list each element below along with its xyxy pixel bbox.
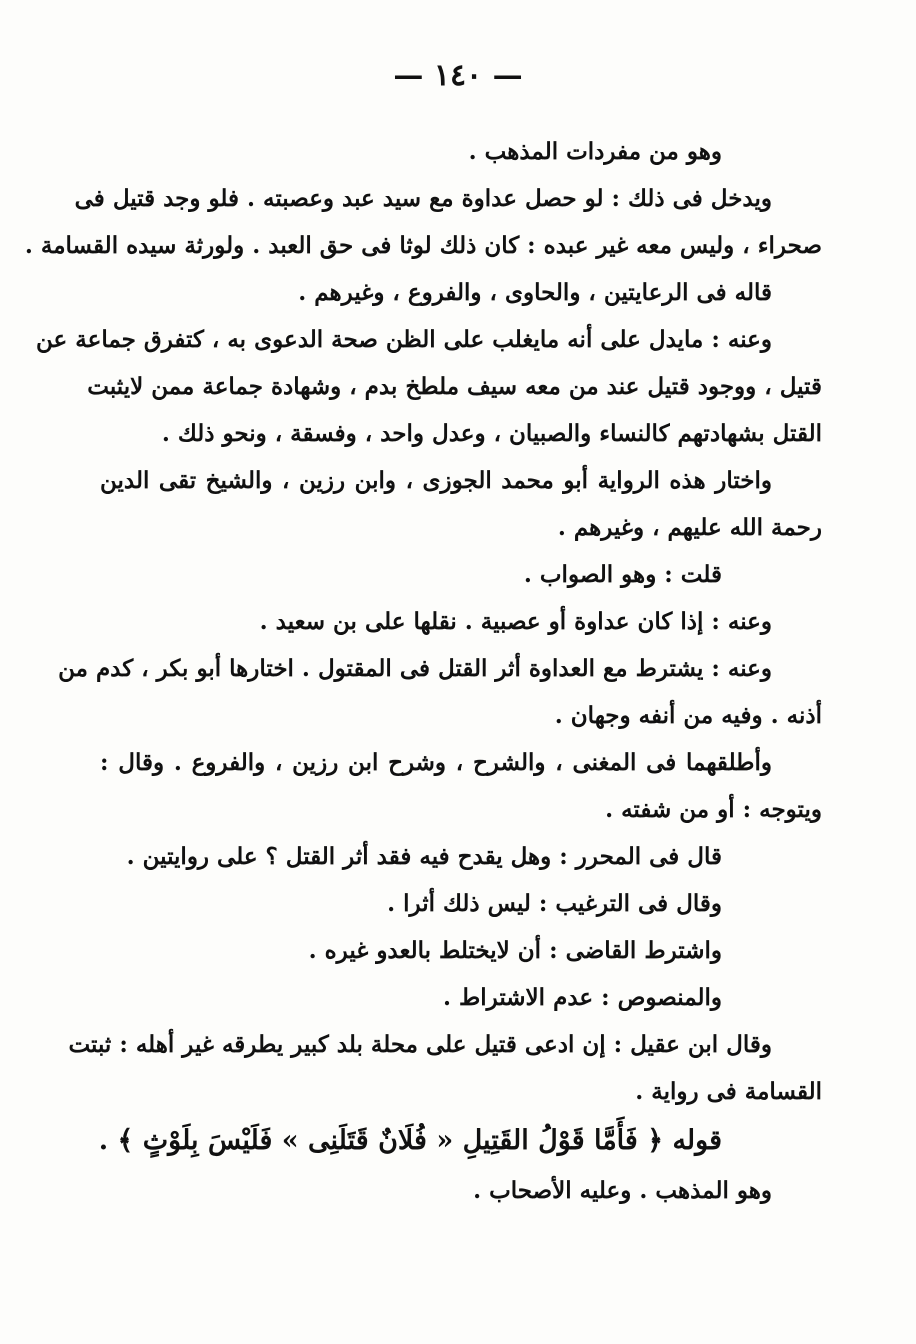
page-number: — ١٤٠ —	[393, 58, 523, 93]
text-line: قتيل ، ووجود قتيل عند من معه سيف ملطخ بدم ، وشهادة جماعة ممن لايثبت	[87, 373, 822, 400]
text-line: ويدخل فى ذلك : لو حصل عداوة مع سيد عبد وعصبته . فلو وجد قتيل فى	[74, 185, 772, 212]
text-line: قلت : وهو الصواب .	[523, 561, 722, 588]
text-line: والمنصوص : عدم الاشتراط .	[442, 984, 722, 1011]
text-line: القتل بشهادتهم كالنساء والصبيان ، وعدل واحد ، وفسقة ، ونحو ذلك .	[161, 420, 822, 447]
text-line: واختار هذه الرواية أبو محمد الجوزى ، وابن رزين ، والشيخ تقى الدين	[100, 467, 772, 494]
text-line: قال فى المحرر : وهل يقدح فيه فقد أثر القتل ؟ على روايتين .	[126, 843, 722, 870]
text-line: وعنه : يشترط مع العداوة أثر القتل فى المقتول . اختارها أبو بكر ، كدم من	[58, 655, 772, 682]
text-line: وقال ابن عقيل : إن ادعى قتيل على محلة بلد كبير يطرقه غير أهله : ثبتت	[68, 1031, 772, 1058]
body-text	[24, 128, 822, 1214]
text-line: صحراء ، وليس معه غير عبده : كان ذلك لوثا فى حق العبد . ولورثة سيده القسامة .	[24, 232, 822, 259]
text-line: وعنه : إذا كان عداوة أو عصبية . نقلها على بن سعيد .	[259, 608, 772, 635]
text-line: وأطلقهما فى المغنى ، والشرح ، وشرح ابن رزين ، والفروع . وقال :	[100, 749, 772, 776]
text-line: وقال فى الترغيب : ليس ذلك أثرا .	[387, 890, 722, 917]
text-line: ويتوجه : أو من شفته .	[605, 796, 822, 823]
text-line: رحمة الله عليهم ، وغيرهم .	[557, 514, 822, 541]
text-line: القسامة فى رواية .	[635, 1078, 822, 1105]
text-line: قوله ﴿ فَأَمَّا قَوْلُ القَتِيلِ « فُلَانٌ قَتَلَنِى » فَلَيْسَ بِلَوْثٍ ﴾ .	[98, 1125, 722, 1156]
text-line: وهو من مفردات المذهب .	[468, 138, 722, 165]
text-line: وعنه : مايدل على أنه مايغلب على الظن صحة الدعوى به ، كتفرق جماعة عن	[36, 326, 772, 353]
text-line: وهو المذهب . وعليه الأصحاب .	[473, 1177, 772, 1204]
text-line: واشترط القاضى : أن لايختلط بالعدو غيره .	[308, 937, 722, 964]
text-line: قاله فى الرعايتين ، والحاوى ، والفروع ، وغيرهم .	[298, 279, 772, 306]
text-line: أذنه . وفيه من أنفه وجهان .	[554, 702, 822, 729]
